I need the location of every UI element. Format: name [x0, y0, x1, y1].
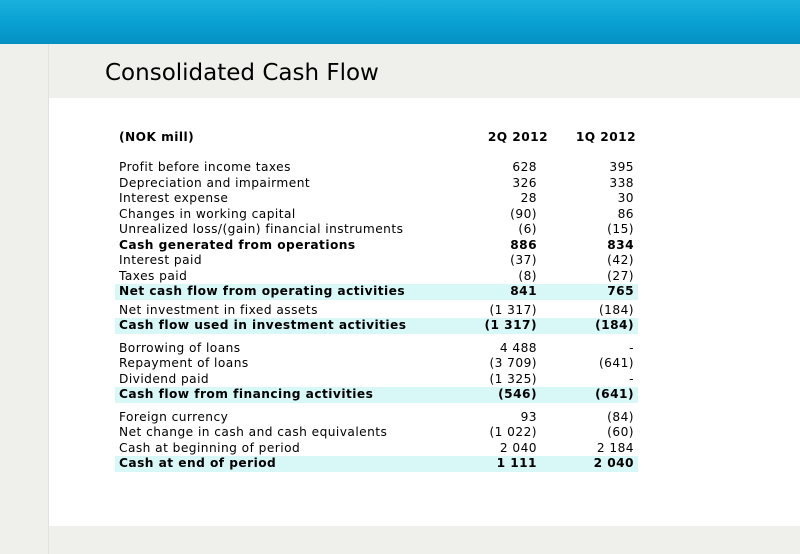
table-row [115, 356, 638, 372]
unit-label: (NOK mill) [119, 130, 195, 144]
row-value-1q: - [629, 340, 634, 355]
highlighted-total-row [115, 456, 638, 472]
highlighted-total-row [115, 318, 638, 334]
row-value-2q: 628 [512, 160, 537, 174]
row-value-1q: (641) [595, 387, 634, 401]
table-row [115, 207, 638, 223]
row-value-2q: (546) [498, 387, 537, 401]
row-value-2q: 841 [510, 284, 537, 298]
row-label: Cash at beginning of period [119, 440, 301, 455]
row-label: Net investment in fixed assets [119, 302, 318, 317]
row-value-1q: (60) [607, 425, 634, 439]
row-label: Profit before income taxes [119, 160, 291, 174]
table-row [115, 372, 638, 388]
row-value-2q: (1 022) [489, 425, 537, 439]
row-value-1q: - [629, 371, 634, 386]
row-label: Cash flow used in investment activities [119, 318, 407, 332]
row-label: Foreign currency [119, 409, 229, 424]
row-label: Cash generated from operations [119, 237, 356, 252]
row-value-2q: (6) [518, 222, 537, 236]
row-value-2q: (1 317) [484, 318, 537, 332]
row-label: Interest paid [119, 253, 203, 267]
row-value-2q: 28 [520, 191, 537, 205]
table-row [115, 176, 638, 192]
row-value-1q: (84) [607, 409, 634, 424]
row-value-1q: 2 184 [596, 440, 634, 455]
row-label: Interest expense [119, 191, 229, 205]
footer-band [49, 526, 800, 554]
highlighted-total-row [115, 284, 638, 300]
row-label: Borrowing of loans [119, 340, 241, 355]
table-row [115, 269, 638, 285]
column-header-1q-2012: 1Q 2012 [575, 130, 636, 144]
row-value-2q: (8) [518, 268, 537, 283]
row-value-1q: (184) [595, 318, 634, 332]
row-label: Net change in cash and cash equivalents [119, 425, 388, 439]
row-value-1q: 765 [607, 284, 634, 298]
table-row [115, 253, 638, 269]
cash-flow-table [115, 128, 638, 472]
row-value-1q: (184) [598, 302, 634, 317]
table-row [115, 410, 638, 426]
table-row [115, 191, 638, 207]
table-row [115, 425, 638, 441]
row-value-2q: 2 040 [499, 440, 537, 455]
header-bar [0, 0, 800, 44]
row-value-2q: 1 111 [496, 456, 537, 470]
row-label: Cash flow from financing activities [119, 387, 374, 401]
row-label: Cash at end of period [119, 456, 277, 470]
table-row [115, 341, 638, 357]
row-label: Depreciation and impairment [119, 175, 311, 190]
row-label: Net cash flow from operating activities [119, 284, 406, 298]
row-value-2q: (1 325) [489, 371, 537, 386]
row-value-1q: (27) [607, 268, 634, 283]
row-value-1q: (15) [607, 222, 634, 236]
row-label: Changes in working capital [119, 206, 296, 221]
row-value-1q: 338 [609, 175, 634, 190]
table-row [115, 222, 638, 238]
row-value-1q: 86 [617, 206, 634, 221]
row-value-2q: (3 709) [489, 356, 537, 370]
row-value-2q: 886 [510, 237, 537, 252]
row-label: Unrealized loss/(gain) financial instruments [119, 222, 404, 236]
row-value-1q: 395 [609, 160, 634, 174]
row-value-1q: 2 040 [593, 456, 634, 470]
highlighted-total-row [115, 387, 638, 403]
row-value-2q: (37) [510, 253, 537, 267]
row-value-2q: (1 317) [489, 302, 537, 317]
table-row [115, 441, 638, 457]
row-value-2q: 4 488 [499, 340, 537, 355]
table-row [115, 160, 638, 176]
page-title: Consolidated Cash Flow [105, 60, 379, 86]
row-value-1q: (42) [607, 253, 634, 267]
row-label: Repayment of loans [119, 356, 249, 370]
table-row [115, 303, 638, 319]
row-label: Dividend paid [119, 371, 210, 386]
row-value-2q: 93 [520, 409, 537, 424]
column-header-2q-2012: 2Q 2012 [487, 130, 548, 144]
row-value-1q: 30 [617, 191, 634, 205]
row-value-2q: 326 [512, 175, 537, 190]
table-header-row [115, 128, 638, 146]
subtotal-row [115, 238, 638, 254]
row-label: Taxes paid [119, 268, 188, 283]
row-value-2q: (90) [510, 206, 537, 221]
row-value-1q: (641) [598, 356, 634, 370]
row-value-1q: 834 [607, 237, 634, 252]
left-margin-strip [0, 44, 49, 554]
